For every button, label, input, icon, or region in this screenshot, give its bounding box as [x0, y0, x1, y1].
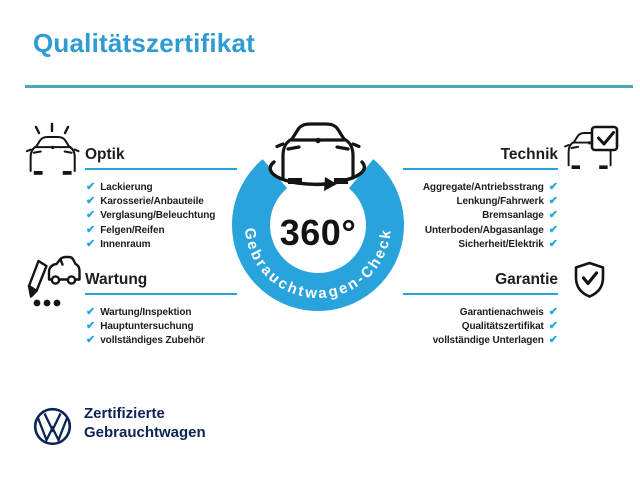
section-heading-optik: Optik	[85, 146, 125, 163]
underline-wartung	[85, 293, 237, 295]
list-item	[423, 180, 558, 194]
list-item-label: Garantienachweis	[459, 306, 544, 318]
list-item-label: Hauptuntersuchung	[100, 321, 194, 333]
check-icon: ✔	[86, 195, 96, 208]
check-icon: ✔	[548, 320, 558, 333]
check-icon: ✔	[86, 180, 96, 193]
list-item-label: Felgen/Reifen	[100, 224, 165, 236]
ring-curved-text: Gebrauchtwagen-Check	[240, 226, 396, 303]
check-icon: ✔	[86, 238, 96, 251]
list-item	[433, 305, 558, 319]
list-item	[86, 209, 215, 223]
check-icon: ✔	[548, 238, 558, 251]
check-icon: ✔	[548, 195, 558, 208]
list-item-label: Qualitätszertifikat	[461, 321, 544, 333]
list-item	[86, 238, 215, 252]
page-title: Qualitätszertifikat	[33, 28, 255, 58]
list-item-label: Wartung/Inspektion	[100, 306, 192, 318]
underline-garantie	[403, 293, 558, 295]
list-item-label: Lackierung	[100, 181, 153, 193]
wartung-list	[86, 305, 205, 348]
list-item	[86, 305, 205, 319]
car-shine-icon	[27, 124, 79, 175]
check-icon: ✔	[86, 305, 96, 318]
check-icon: ✔	[86, 334, 96, 347]
section-heading-wartung: Wartung	[85, 271, 148, 288]
list-item	[86, 319, 205, 333]
underline-optik	[85, 168, 237, 170]
list-item-label: Innenraum	[100, 239, 151, 251]
technik-list	[423, 180, 558, 252]
optik-list	[86, 180, 215, 252]
garantie-list	[433, 305, 558, 348]
list-item-label: vollständige Unterlagen	[432, 335, 544, 347]
section-heading-technik: Technik	[500, 146, 558, 163]
brand-claim-line1: Zertifizierte	[84, 405, 165, 422]
check-icon: ✔	[86, 209, 96, 222]
list-item	[433, 319, 558, 333]
list-item	[423, 223, 558, 237]
check-icon: ✔	[548, 209, 558, 222]
car-360-rotation-icon	[270, 124, 364, 191]
car-checkbox-icon	[565, 127, 617, 169]
list-item	[86, 180, 215, 194]
check-icon: ✔	[548, 334, 558, 347]
check-icon: ✔	[86, 223, 96, 236]
brand-claim	[84, 404, 206, 442]
list-item	[433, 334, 558, 348]
list-item	[423, 209, 558, 223]
list-item-label: Bremsanlage	[482, 210, 544, 222]
check-icon: ✔	[86, 320, 96, 333]
pencil-car-checklist-icon	[29, 257, 80, 306]
check-icon: ✔	[548, 305, 558, 318]
list-item	[86, 334, 205, 348]
check-icon: ✔	[548, 180, 558, 193]
vw-logo	[35, 409, 70, 444]
list-item	[423, 238, 558, 252]
degree-label: 360°	[279, 212, 357, 253]
list-item-label: Unterboden/Abgasanlage	[424, 224, 544, 236]
list-item-label: vollständiges Zubehör	[100, 335, 205, 347]
list-item-label: Sicherheit/Elektrik	[458, 239, 544, 251]
list-item	[423, 194, 558, 208]
brand-claim-line2: Gebrauchtwagen	[84, 424, 206, 441]
shield-check-icon	[576, 263, 603, 297]
list-item-label: Lenkung/Fahrwerk	[456, 196, 544, 208]
list-item-label: Aggregate/Antriebsstrang	[422, 181, 544, 193]
list-item-label: Verglasung/Beleuchtung	[100, 210, 216, 222]
list-item-label: Karosserie/Anbauteile	[100, 196, 204, 208]
list-item	[86, 194, 215, 208]
check-icon: ✔	[548, 223, 558, 236]
list-item	[86, 223, 215, 237]
underline-technik	[403, 168, 558, 170]
section-heading-garantie: Garantie	[495, 271, 558, 288]
